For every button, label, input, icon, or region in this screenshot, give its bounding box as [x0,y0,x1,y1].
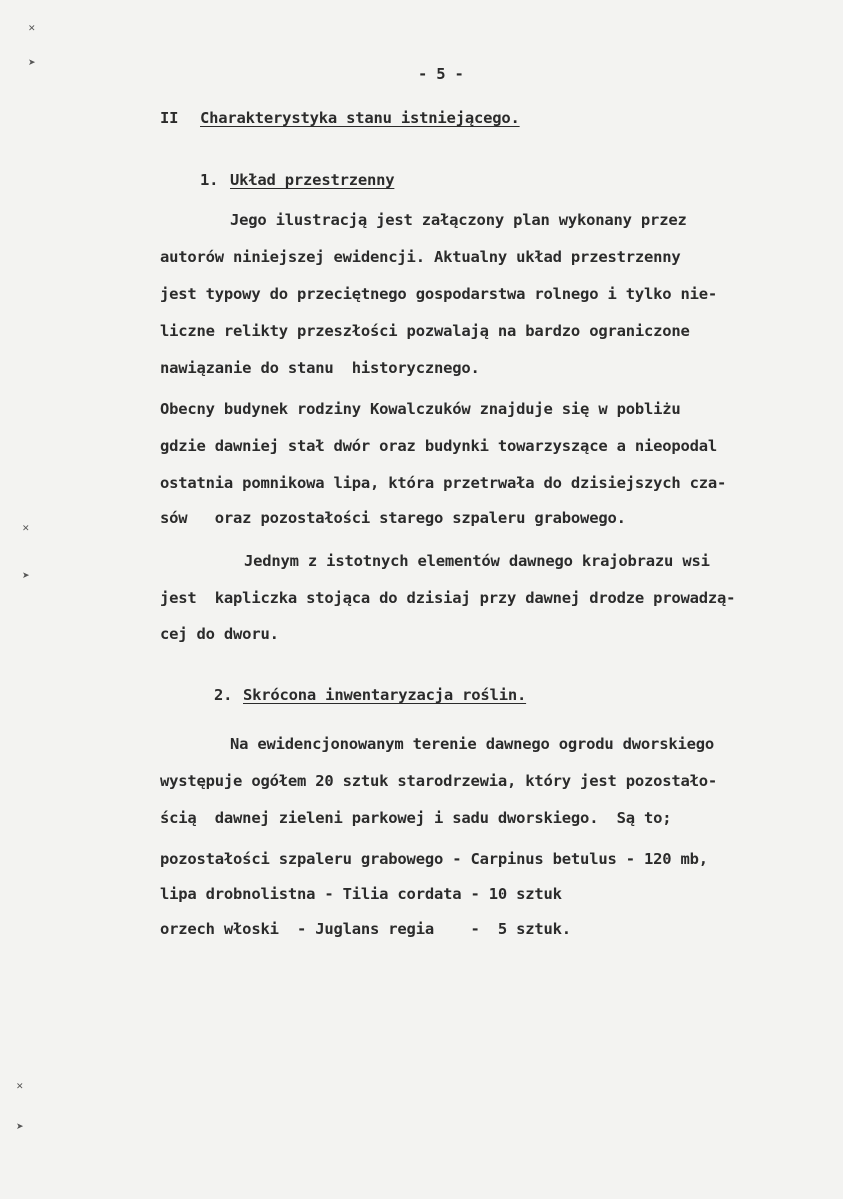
paragraph-3-line: cej do dworu. [160,625,279,643]
subsection-2-number: 2. [214,686,233,704]
paragraph-2-line: ostatnia pomnikowa lipa, która przetrwała do dzisiejszych cza- [160,474,727,492]
margin-mark: ➤ [22,571,30,581]
margin-mark: ➤ [16,1122,24,1132]
margin-mark: ➤ [28,58,36,68]
paragraph-1-line: Jego ilustracją jest załączony plan wykonany przez [230,211,687,229]
plant-list-item: lipa drobnolistna - Tilia cordata - 10 sztuk [160,885,562,903]
section-heading-title: Charakterystyka stanu istniejącego. [200,109,520,127]
paragraph-2-line: gdzie dawniej stał dwór oraz budynki towarzyszące a nieopodal [160,437,718,455]
paragraph-1-line: jest typowy do przeciętnego gospodarstwa rolnego i tylko nie- [160,285,718,303]
paragraph-4-line: ścią dawnej zieleni parkowej i sadu dworskiego. Są to; [160,809,672,827]
margin-mark: ✕ [16,1082,24,1092]
paragraph-3-line: jest kapliczka stojąca do dzisiaj przy dawnej drodze prowadzą- [160,589,736,607]
subsection-1-number: 1. [200,171,219,189]
paragraph-4-line: występuje ogółem 20 sztuk starodrzewia, który jest pozostało- [160,772,718,790]
paragraph-2-line: Obecny budynek rodziny Kowalczuków znajduje się w pobliżu [160,400,681,418]
paragraph-1-line: autorów niniejszej ewidencji. Aktualny układ przestrzenny [160,248,681,266]
section-heading-numeral: II [160,109,179,127]
paragraph-2-line: sów oraz pozostałości starego szpaleru grabowego. [160,509,626,527]
plant-list-item: orzech włoski - Juglans regia - 5 sztuk. [160,920,571,938]
plant-list-item: pozostałości szpaleru grabowego - Carpinus betulus - 120 mb, [160,850,708,868]
paragraph-4-line: Na ewidencjonowanym terenie dawnego ogrodu dworskiego [230,735,714,753]
page-number: - 5 - [418,65,464,83]
margin-mark: ✕ [28,24,36,34]
paragraph-1-line: nawiązanie do stanu historycznego. [160,359,480,377]
paragraph-3-line: Jednym z istotnych elementów dawnego krajobrazu wsi [244,552,710,570]
subsection-1-title: Układ przestrzenny [230,171,395,189]
paragraph-1-line: liczne relikty przeszłości pozwalają na bardzo ograniczone [160,322,690,340]
margin-mark: ✕ [22,524,30,534]
subsection-2-title: Skrócona inwentaryzacja roślin. [243,686,527,704]
